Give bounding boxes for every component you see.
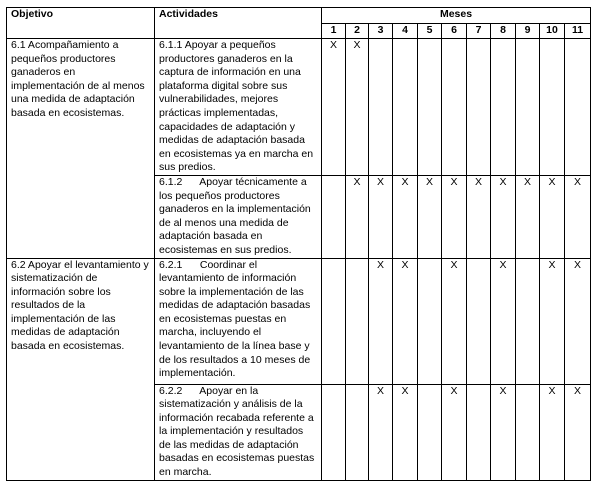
month-mark: X <box>491 175 516 258</box>
month-mark: X <box>393 175 418 258</box>
month-mark: X <box>565 258 591 384</box>
activity-cell: 6.2.2 Apoyar en la sistematización y análisis de la información recabada referente a la implementación y resultados de las medidas de adaptación basadas en ecosistemas puestas en marcha. <box>155 384 322 480</box>
month-mark: X <box>369 175 393 258</box>
month-mark <box>346 258 369 384</box>
month-mark <box>467 384 491 480</box>
month-mark: X <box>491 384 516 480</box>
month-mark: X <box>565 384 591 480</box>
activity-cell: 6.2.1 Coordinar el levantamiento de información sobre la implementación de las medidas de adaptación basadas en ecosistemas puestas en marcha, incluyendo el levantamiento de la línea base y de los resultados a 10 meses de implementación. <box>155 258 322 384</box>
month-header: 9 <box>516 24 540 39</box>
header-meses: Meses <box>322 8 591 24</box>
month-mark <box>516 384 540 480</box>
month-mark: X <box>491 258 516 384</box>
month-mark <box>442 39 467 176</box>
month-mark <box>491 39 516 176</box>
month-header: 11 <box>565 24 591 39</box>
month-mark: X <box>393 384 418 480</box>
month-mark <box>346 384 369 480</box>
month-header: 5 <box>418 24 442 39</box>
month-mark: X <box>346 39 369 176</box>
month-mark <box>322 175 346 258</box>
month-mark: X <box>369 384 393 480</box>
month-mark <box>322 384 346 480</box>
activity-schedule-table <box>6 7 591 481</box>
objective-cell: 6.2 Apoyar el levantamiento y sistematización de información sobre los resultados de la implementación de las medidas de adaptación basada en ecosistemas. <box>7 258 155 480</box>
month-mark: X <box>565 175 591 258</box>
month-mark <box>369 39 393 176</box>
month-mark <box>516 258 540 384</box>
month-mark <box>540 39 565 176</box>
month-header: 6 <box>442 24 467 39</box>
activity-cell: 6.1.2 Apoyar técnicamente a los pequeños productores ganaderos en la implementación de al menos una medida de adaptación basada en ecosistemas en sus predios. <box>155 175 322 258</box>
month-mark <box>516 39 540 176</box>
month-header: 10 <box>540 24 565 39</box>
objective-cell: 6.1 Acompañamiento a pequeños productores ganaderos en implementación de al menos una medida de adaptación basada en ecosistemas. <box>7 39 155 259</box>
month-mark: X <box>516 175 540 258</box>
month-header: 4 <box>393 24 418 39</box>
month-mark: X <box>393 258 418 384</box>
month-mark: X <box>442 384 467 480</box>
month-mark <box>467 39 491 176</box>
month-header: 8 <box>491 24 516 39</box>
month-mark: X <box>540 258 565 384</box>
month-header: 7 <box>467 24 491 39</box>
month-header: 3 <box>369 24 393 39</box>
month-mark: X <box>369 258 393 384</box>
table-row <box>7 39 591 176</box>
month-header: 2 <box>346 24 369 39</box>
month-mark: X <box>442 258 467 384</box>
month-mark <box>418 384 442 480</box>
month-mark: X <box>442 175 467 258</box>
month-mark: X <box>540 384 565 480</box>
month-mark <box>393 39 418 176</box>
month-mark <box>418 39 442 176</box>
month-mark: X <box>346 175 369 258</box>
month-mark <box>418 258 442 384</box>
table-row <box>7 258 591 384</box>
month-mark: X <box>540 175 565 258</box>
month-header: 1 <box>322 24 346 39</box>
month-mark <box>322 258 346 384</box>
month-mark <box>467 258 491 384</box>
month-mark: X <box>322 39 346 176</box>
month-mark <box>565 39 591 176</box>
activity-cell: 6.1.1 Apoyar a pequeños productores ganaderos en la captura de información en una plataforma digital sobre sus vulnerabilidades, mejores prácticas implementadas, capacidades de adaptación y medidas de adaptación basada en ecosistemas ya en marcha en sus predios. <box>155 39 322 176</box>
month-mark: X <box>467 175 491 258</box>
month-mark: X <box>418 175 442 258</box>
header-objetivo: Objetivo <box>7 8 155 39</box>
header-actividades: Actividades <box>155 8 322 39</box>
